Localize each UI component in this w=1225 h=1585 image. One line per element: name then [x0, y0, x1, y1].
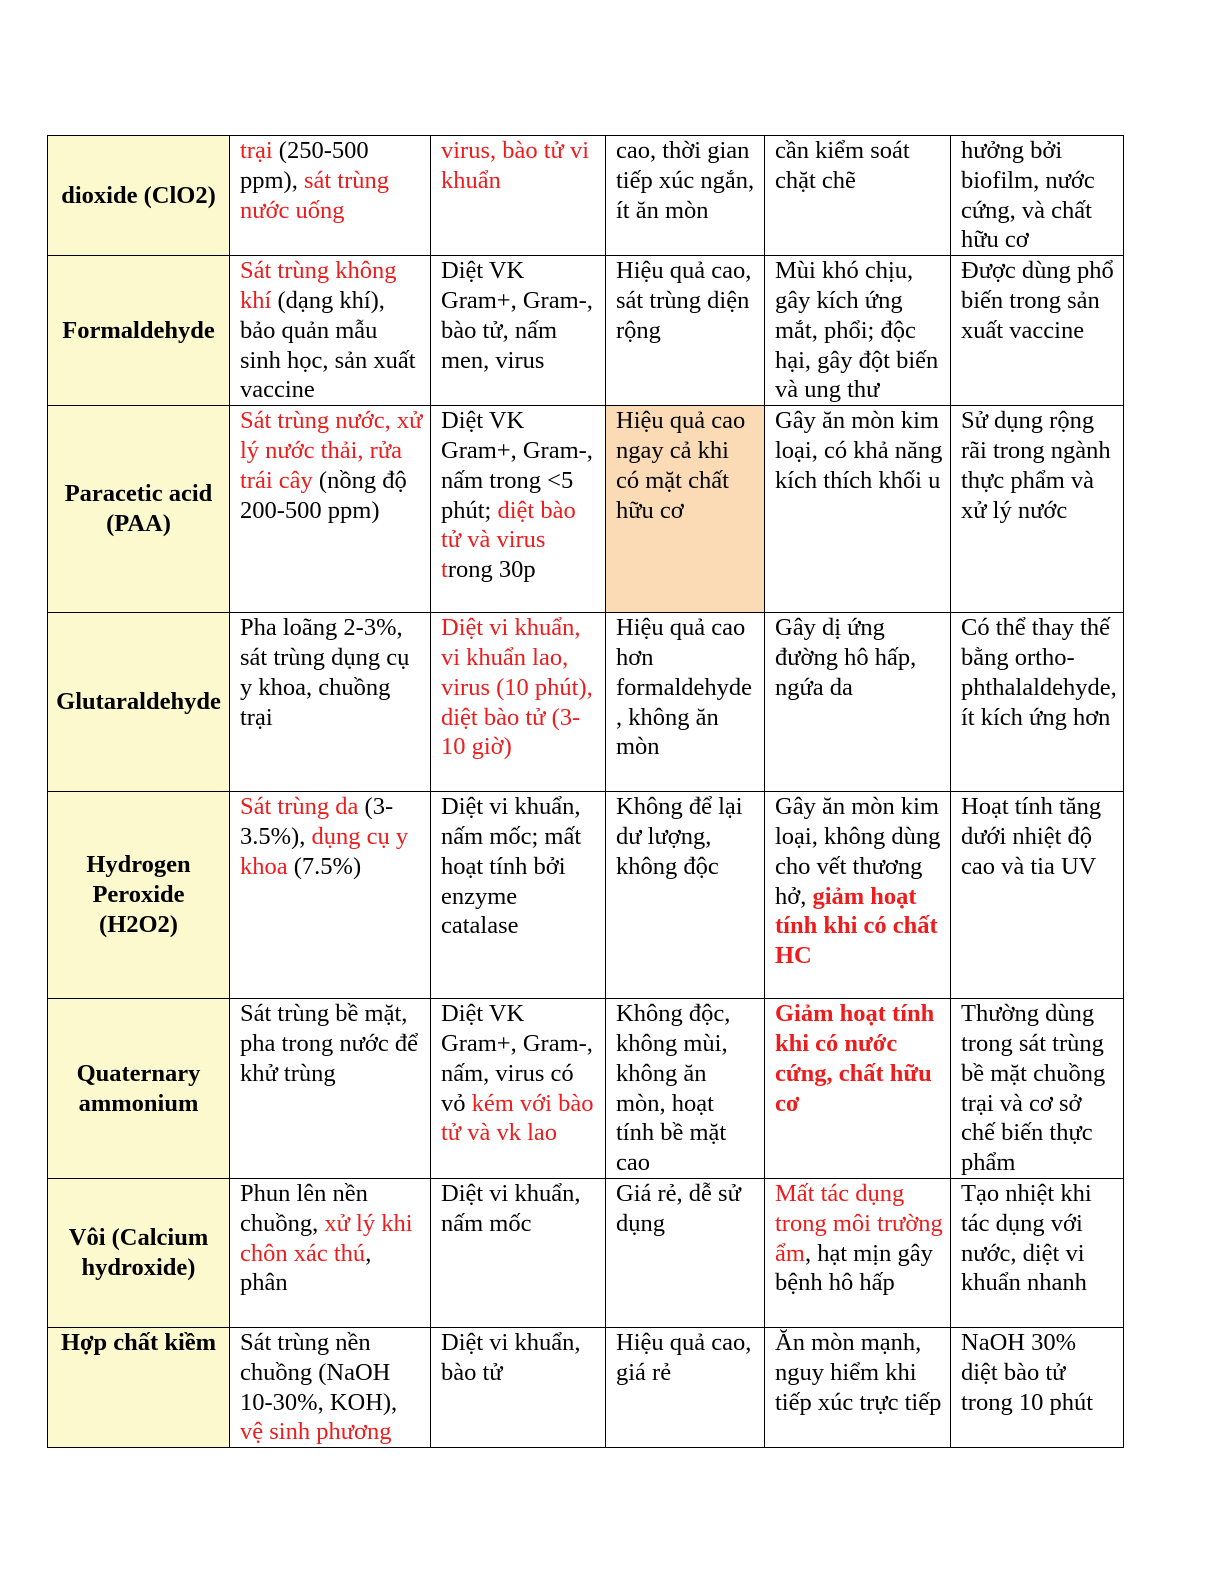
cell-text-segment: Sát trùng không khí [240, 257, 397, 314]
row-header-cell [48, 1178, 230, 1327]
table-cell [951, 999, 1124, 1179]
table-cell [951, 256, 1124, 406]
table-row [48, 613, 1124, 792]
row-header-cell [48, 999, 230, 1179]
table-cell [230, 256, 431, 406]
table-cell [606, 136, 765, 256]
table-cell [951, 613, 1124, 792]
table-cell [606, 1178, 765, 1327]
cell-text-segment: Phun lên nền chuồng, [240, 1179, 368, 1237]
table-cell [230, 136, 431, 256]
table-cell [230, 792, 431, 999]
table-cell [765, 136, 951, 256]
cell-text-segment: Được dùng phổ biến trong sản xuất vaccine [961, 257, 1114, 344]
table-cell [431, 256, 606, 406]
cell-text-segment: Tạo nhiệt khi tác dụng với nước, diệt vi khuẩn nhanh [961, 1179, 1092, 1297]
cell-text-segment: Sử dụng rộng rãi trong ngành thực phẩm và xử lý nước [961, 407, 1111, 524]
row-header-cell [48, 136, 230, 256]
cell-text-segment: diệt bào tử và virus t [441, 496, 576, 584]
cell-text-segment: trại [240, 137, 273, 164]
table-cell [431, 1327, 606, 1447]
cell-text-segment: Hoạt tính tăng dưới nhiệt độ cao và tia UV [961, 793, 1102, 880]
table-cell [230, 1178, 431, 1327]
table-cell [230, 1327, 431, 1447]
cell-text-segment: Diệt vi khuẩn, nấm mốc [441, 1179, 581, 1237]
table-cell [951, 406, 1124, 613]
cell-text-segment: NaOH 30% diệt bào tử trong 10 phút [961, 1328, 1094, 1416]
highlighted-cell [606, 406, 765, 613]
agent-name: Quaternary ammonium [76, 1059, 201, 1117]
table-cell [951, 1178, 1124, 1327]
cell-text-segment: Diệt vi khuẩn, nấm mốc; mất hoạt tính bởi enzyme catalase [441, 793, 582, 940]
cell-text-segment: Pha loãng 2-3%, sát trùng dụng cụ y khoa, chuồng trại [240, 614, 410, 731]
cell-text-segment: , hạt mịn gây bệnh hô hấp [775, 1239, 933, 1297]
cell-text-segment: (250-500 ppm), [240, 137, 369, 194]
cell-text-segment: Không để lại dư lượng, không độc [616, 793, 743, 880]
cell-text-segment: Diệt vi khuẩn, vi khuẩn lao, virus (10 phút), diệt bào tử (3-10 giờ) [441, 614, 593, 761]
cell-text-segment: Sát trùng da [240, 793, 359, 821]
cell-text-segment: Diệt vi khuẩn, bào tử [441, 1328, 581, 1386]
cell-text-segment: Có thể thay thế bằng ortho-phthalaldehyde, ít kích ứng hơn [961, 614, 1117, 731]
cell-text-segment: virus, bào tử vi khuẩn [441, 137, 590, 194]
cell-text-segment: Sát trùng bề mặt, pha trong nước để khử trùng [240, 1000, 418, 1087]
cell-text-segment: (nồng độ 200-500 ppm) [240, 466, 407, 524]
table-cell [431, 1178, 606, 1327]
table-cell [230, 613, 431, 792]
disinfectant-table [47, 135, 1124, 1448]
cell-text-segment: xử lý khi chôn xác thú [240, 1209, 413, 1267]
cell-text-segment: Hiệu quả cao, sát trùng diện rộng [616, 257, 752, 344]
table-cell [606, 613, 765, 792]
cell-text-segment: Hiệu quả cao hơn formaldehyde, không ăn mòn [616, 614, 753, 761]
cell-text-segment: (3-3.5%), [240, 793, 394, 850]
cell-text-segment: (dạng khí), bảo quản mẫu sinh học, sản xuất vaccine [240, 286, 416, 404]
table-cell [951, 1327, 1124, 1447]
cell-text-segment: Thường dùng trong sát trùng bề mặt chuồng trại và cơ sở chế biến thực phẩm [961, 1000, 1106, 1177]
table-cell [765, 792, 951, 999]
table-row [48, 136, 1124, 256]
cell-text-segment: Diệt VK Gram+, Gram-, nấm trong <5 phút; [441, 407, 593, 524]
table-cell [765, 1327, 951, 1447]
cell-text-segment: Diệt VK Gram+, Gram-, nấm, virus có vỏ [441, 1000, 593, 1117]
agent-name: Hydrogen Peroxide (H2O2) [86, 851, 191, 939]
cell-text-segment: Hiệu quả cao ngay cả khi có mặt chất hữu cơ [616, 407, 746, 524]
table-row [48, 792, 1124, 999]
table-cell [431, 792, 606, 999]
row-header-cell [48, 613, 230, 792]
cell-text-segment: Mất tác dụng trong môi trường ẩm [775, 1179, 943, 1267]
cell-text-segment: dụng cụ y khoa [240, 822, 409, 880]
cell-text-segment: Gây ăn mòn kim loại, có khả năng kích thích khối u [775, 407, 943, 494]
cell-text-segment: hưởng bởi biofilm, nước cứng, và chất hữu cơ [961, 137, 1095, 254]
row-header-cell [48, 256, 230, 406]
table-cell [431, 999, 606, 1179]
cell-text-segment: Hiệu quả cao, giá rẻ [616, 1328, 752, 1386]
cell-text-segment: sát trùng nước uống [240, 166, 390, 224]
agent-name: Paracetic acid (PAA) [64, 480, 213, 538]
cell-text-segment: Sát trùng nước, xử lý nước thải, rửa trái cây [240, 407, 423, 494]
table-cell [230, 406, 431, 613]
cell-text-segment: Giảm hoạt tính khi có nước cứng, chất hữu cơ [775, 1000, 935, 1117]
table-cell [765, 1178, 951, 1327]
cell-text-segment: giảm hoạt tính khi có chất HC [775, 882, 938, 970]
cell-text-segment: , phân [240, 1239, 372, 1297]
cell-text-segment: cần kiểm soát chặt chẽ [775, 137, 910, 194]
table-row [48, 256, 1124, 406]
table-cell [606, 1327, 765, 1447]
row-header-cell [48, 406, 230, 613]
cell-text-segment: Ăn mòn mạnh, nguy hiểm khi tiếp xúc trực tiếp [775, 1328, 942, 1416]
cell-text-segment: Gây dị ứng đường hô hấp, ngứa da [775, 614, 917, 701]
row-header-cell [48, 792, 230, 999]
table-cell [431, 136, 606, 256]
cell-text-segment: Mùi khó chịu, gây kích ứng mắt, phổi; độc hại, gây đột biến và ung thư [775, 257, 939, 404]
cell-text-segment: kém với bào tử và vk lao [441, 1089, 594, 1147]
agent-name: Formaldehyde [62, 316, 215, 344]
cell-text-segment: Không độc, không mùi, không ăn mòn, hoạt tính bề mặt cao [616, 1000, 731, 1177]
cell-text-segment: vệ sinh phương [240, 1418, 392, 1446]
cell-text-segment: rong 30p [447, 556, 536, 584]
cell-text-segment: Giá rẻ, dễ sử dụng [616, 1179, 741, 1237]
table-cell [230, 999, 431, 1179]
table-cell [606, 999, 765, 1179]
cell-text-segment: cao, thời gian tiếp xúc ngắn, ít ăn mòn [616, 137, 755, 224]
agent-name: dioxide (ClO2) [61, 181, 216, 209]
cell-text-segment: Gây ăn mòn kim loại, không dùng cho vết thương hở, [775, 793, 941, 910]
agent-name: Hợp chất kiềm [60, 1328, 217, 1356]
table-cell [606, 792, 765, 999]
agent-name: Glutaraldehyde [56, 688, 221, 716]
table-row [48, 1327, 1124, 1447]
table-cell [765, 256, 951, 406]
table-cell [431, 406, 606, 613]
table-cell [765, 406, 951, 613]
table-cell [951, 792, 1124, 999]
table-cell [765, 613, 951, 792]
cell-text-segment: (7.5%) [287, 852, 362, 880]
table-row [48, 406, 1124, 613]
row-header-cell [48, 1327, 230, 1447]
table-cell [431, 613, 606, 792]
table-row [48, 999, 1124, 1179]
table-cell [951, 136, 1124, 256]
cell-text-segment: Sát trùng nền chuồng (NaOH 10-30%, KOH), [240, 1328, 398, 1416]
table-row [48, 1178, 1124, 1327]
table-cell [765, 999, 951, 1179]
cell-text-segment: Diệt VK Gram+, Gram-, bào tử, nấm men, virus [441, 257, 593, 374]
agent-name: Vôi (Calcium hydroxide) [68, 1224, 209, 1281]
table-cell [606, 256, 765, 406]
